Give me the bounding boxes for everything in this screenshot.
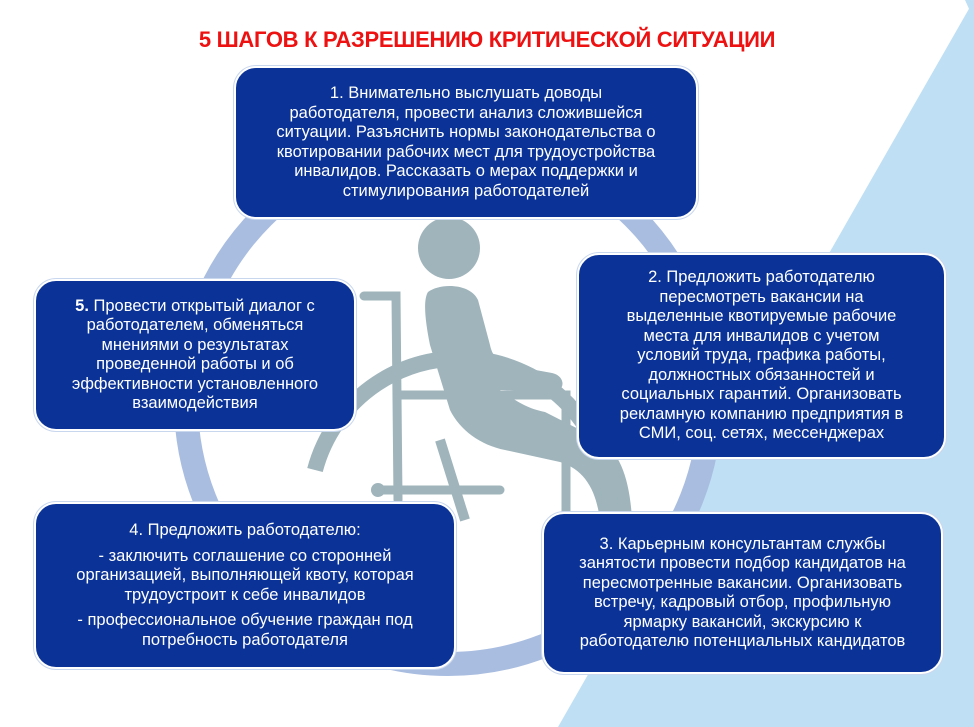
step-5-first-line-text: Провести открытый диалог с xyxy=(88,296,315,315)
step-1-line: ситуации. Разъяснить нормы законодательства о xyxy=(276,123,656,141)
step-5-number: 5. xyxy=(75,296,89,315)
step-2-line: выделенные квотируемые рабочие xyxy=(626,307,897,326)
step-2-line: должностных обязанностей и xyxy=(648,365,875,384)
step-1-line: стимулирования работодателей xyxy=(342,181,590,200)
page-title: 5 ШАГОВ К РАЗРЕШЕНИЮ КРИТИЧЕСКОЙ СИТУАЦИИ xyxy=(198,27,776,52)
step-1-line: квотировании рабочих мест для трудоустройства xyxy=(276,142,656,161)
step-5-line: работодателем, обменяться xyxy=(86,316,304,334)
step-1-box xyxy=(234,66,698,219)
step-2-line: рекламную компанию предприятия в xyxy=(619,404,904,423)
step-4-heading: 4. Предложить работодателю: xyxy=(129,521,361,539)
step-4-bullet-1 xyxy=(76,547,413,606)
step-3-line: работодателю потенциальных кандидатов xyxy=(579,632,906,650)
step-5-first-line xyxy=(75,297,315,317)
step-4-line: организацией, выполняющей квоту, которая xyxy=(76,566,414,584)
step-1-line: 1. Внимательно выслушать доводы xyxy=(329,84,603,102)
step-2-line: СМИ, соц. сетях, мессенджерах xyxy=(638,424,885,443)
step-3-box xyxy=(542,512,943,674)
step-2-line: пересмотреть вакансии на xyxy=(659,287,864,306)
step-4-box xyxy=(34,502,456,669)
step-4-line: - заключить соглашение со сторонней xyxy=(98,546,392,565)
step-4-bullet-2 xyxy=(77,611,412,650)
step-2-line: социальных гарантий. Организовать xyxy=(621,385,902,404)
step-3-line: встречу, кадровый отбор, профильную xyxy=(593,593,892,611)
step-3-line: занятости провести подбор кандидатов на xyxy=(579,554,906,572)
step-1-line: работодателя, провести анализ сложившейся xyxy=(289,103,643,122)
step-5-line: проведенной работы и об xyxy=(96,355,294,373)
step-2-line: 2. Предложить работодателю xyxy=(648,268,875,287)
step-2-line: условий труда, графика работы, xyxy=(637,346,886,365)
step-3-line: пересмотренные вакансии. Организовать xyxy=(582,573,903,592)
step-1-line: инвалидов. Рассказать о мерах поддержки и xyxy=(294,162,638,180)
step-4-line: - профессиональное обучение граждан под xyxy=(77,611,413,629)
step-4-line: трудоустроит к себе инвалидов xyxy=(124,585,366,604)
step-4-line: потребность работодателя xyxy=(141,630,348,649)
step-5-box xyxy=(34,279,356,431)
step-3-line: ярмарку вакансий, экскурсию к xyxy=(623,612,862,631)
step-5-line: эффективности установленного xyxy=(71,374,319,393)
step-5-line: мнениями о результатах xyxy=(101,335,289,354)
step-3-line: 3. Карьерным консультантам службы xyxy=(599,534,886,553)
step-2-line: места для инвалидов с учетом xyxy=(643,326,880,345)
step-2-box xyxy=(577,253,946,459)
step-5-line: взаимодействия xyxy=(132,394,258,412)
